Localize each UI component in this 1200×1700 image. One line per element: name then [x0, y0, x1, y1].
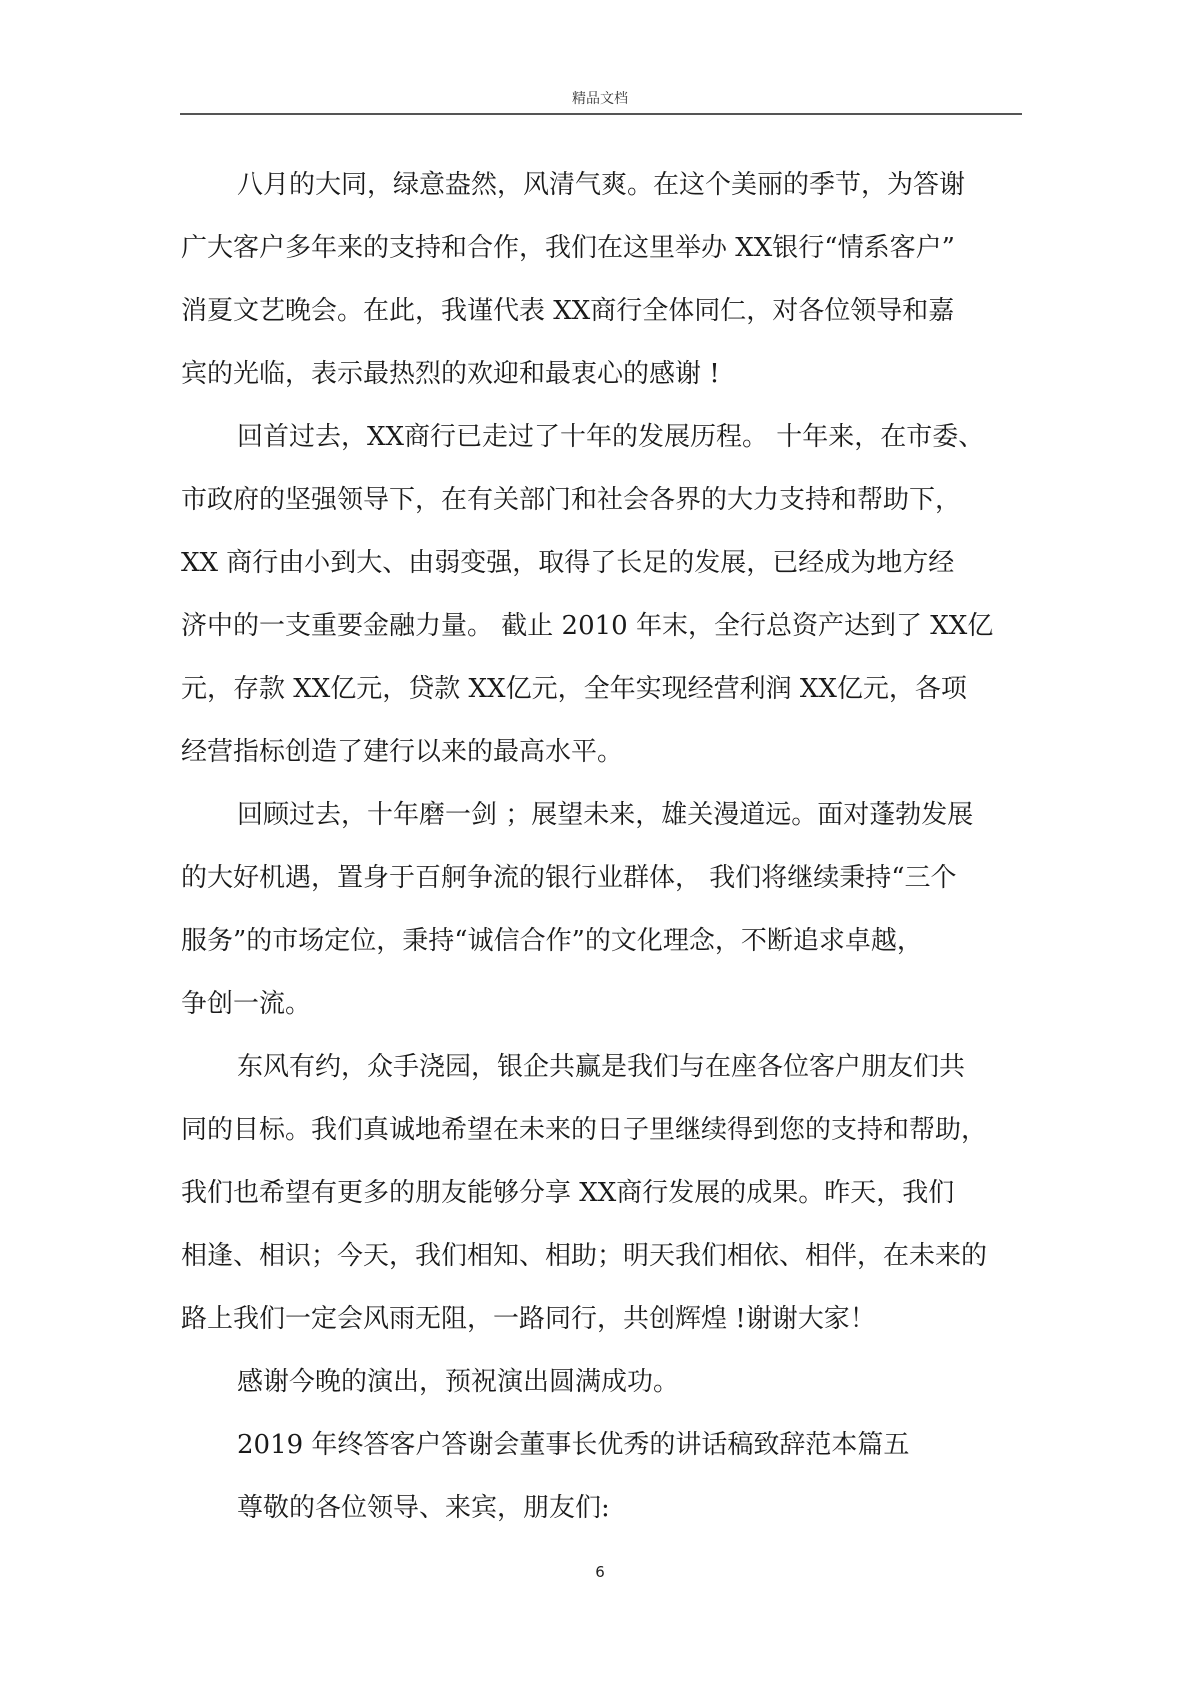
paragraph-4-line-1: 东风有约，众手浇园，银企共赢是我们与在座各位客户朋友们共 [237, 1052, 966, 1082]
paragraph-2-line-5: 元，存款 XX亿元，贷款 XX亿元，全年实现经营利润 XX亿元，各项 [181, 674, 967, 704]
body-text [181, 154, 1027, 1540]
paragraph-3-line-4: 争创一流。 [181, 989, 312, 1019]
paragraph-3-line-1: 回顾过去，十年磨一剑 ；展望未来，雄关漫道远。面对蓬勃发展 [237, 800, 974, 830]
paragraph-4-line-3: 我们也希望有更多的朋友能够分享 XX商行发展的成果。昨天，我们 [181, 1178, 955, 1208]
page-number: 6 [595, 1563, 605, 1581]
header-divider [180, 113, 1022, 115]
paragraph-5-line-1: 感谢今晚的演出，预祝演出圆满成功。 [237, 1367, 680, 1397]
paragraph-4-line-5: 路上我们一定会风雨无阻，一路同行，共创辉煌 !谢谢大家！ [181, 1304, 876, 1334]
paragraph-4-line-2: 同的目标。我们真诚地希望在未来的日子里继续得到您的支持和帮助， [181, 1115, 988, 1145]
paragraph-2-line-2: 市政府的坚强领导下，在有关部门和社会各界的大力支持和帮助下， [181, 485, 962, 515]
paragraph-1-line-2: 广大客户多年来的支持和合作，我们在这里举办 XX银行“情系客户” [181, 233, 955, 263]
section-title: 2019 年终答客户答谢会董事长优秀的讲话稿致辞范本篇五 [237, 1430, 910, 1460]
paragraph-1-line-3: 消夏文艺晚会。在此，我谨代表 XX商行全体同仁，对各位领导和嘉 [181, 296, 955, 326]
paragraph-3-line-2: 的大好机遇，置身于百舸争流的银行业群体， 我们将继续秉持“三个 [181, 863, 957, 893]
paragraph-4-line-4: 相逢、相识；今天，我们相知、相助；明天我们相依、相伴，在未来的 [181, 1241, 988, 1271]
paragraph-2-line-1: 回首过去，XX商行已走过了十年的发展历程。 十年来，在市委、 [237, 422, 985, 452]
paragraph-1-line-1: 八月的大同，绿意盎然，风清气爽。在这个美丽的季节，为答谢 [237, 170, 966, 200]
paragraph-2-line-6: 经营指标创造了建行以来的最高水平。 [181, 737, 624, 767]
salutation: 尊敬的各位领导、来宾，朋友们: [237, 1493, 610, 1523]
paragraph-2-line-4: 济中的一支重要金融力量。 截止 2010 年末，全行总资产达到了 XX亿 [181, 611, 994, 641]
paragraph-3-line-3: 服务”的市场定位，秉持“诚信合作”的文化理念，不断追求卓越， [181, 926, 923, 956]
header-label: 精品文档 [572, 91, 628, 107]
paragraph-1-line-4: 宾的光临，表示最热烈的欢迎和最衷心的感谢 ! [181, 359, 720, 389]
paragraph-2-line-3: XX 商行由小到大、由弱变强，取得了长足的发展，已经成为地方经 [181, 548, 955, 578]
